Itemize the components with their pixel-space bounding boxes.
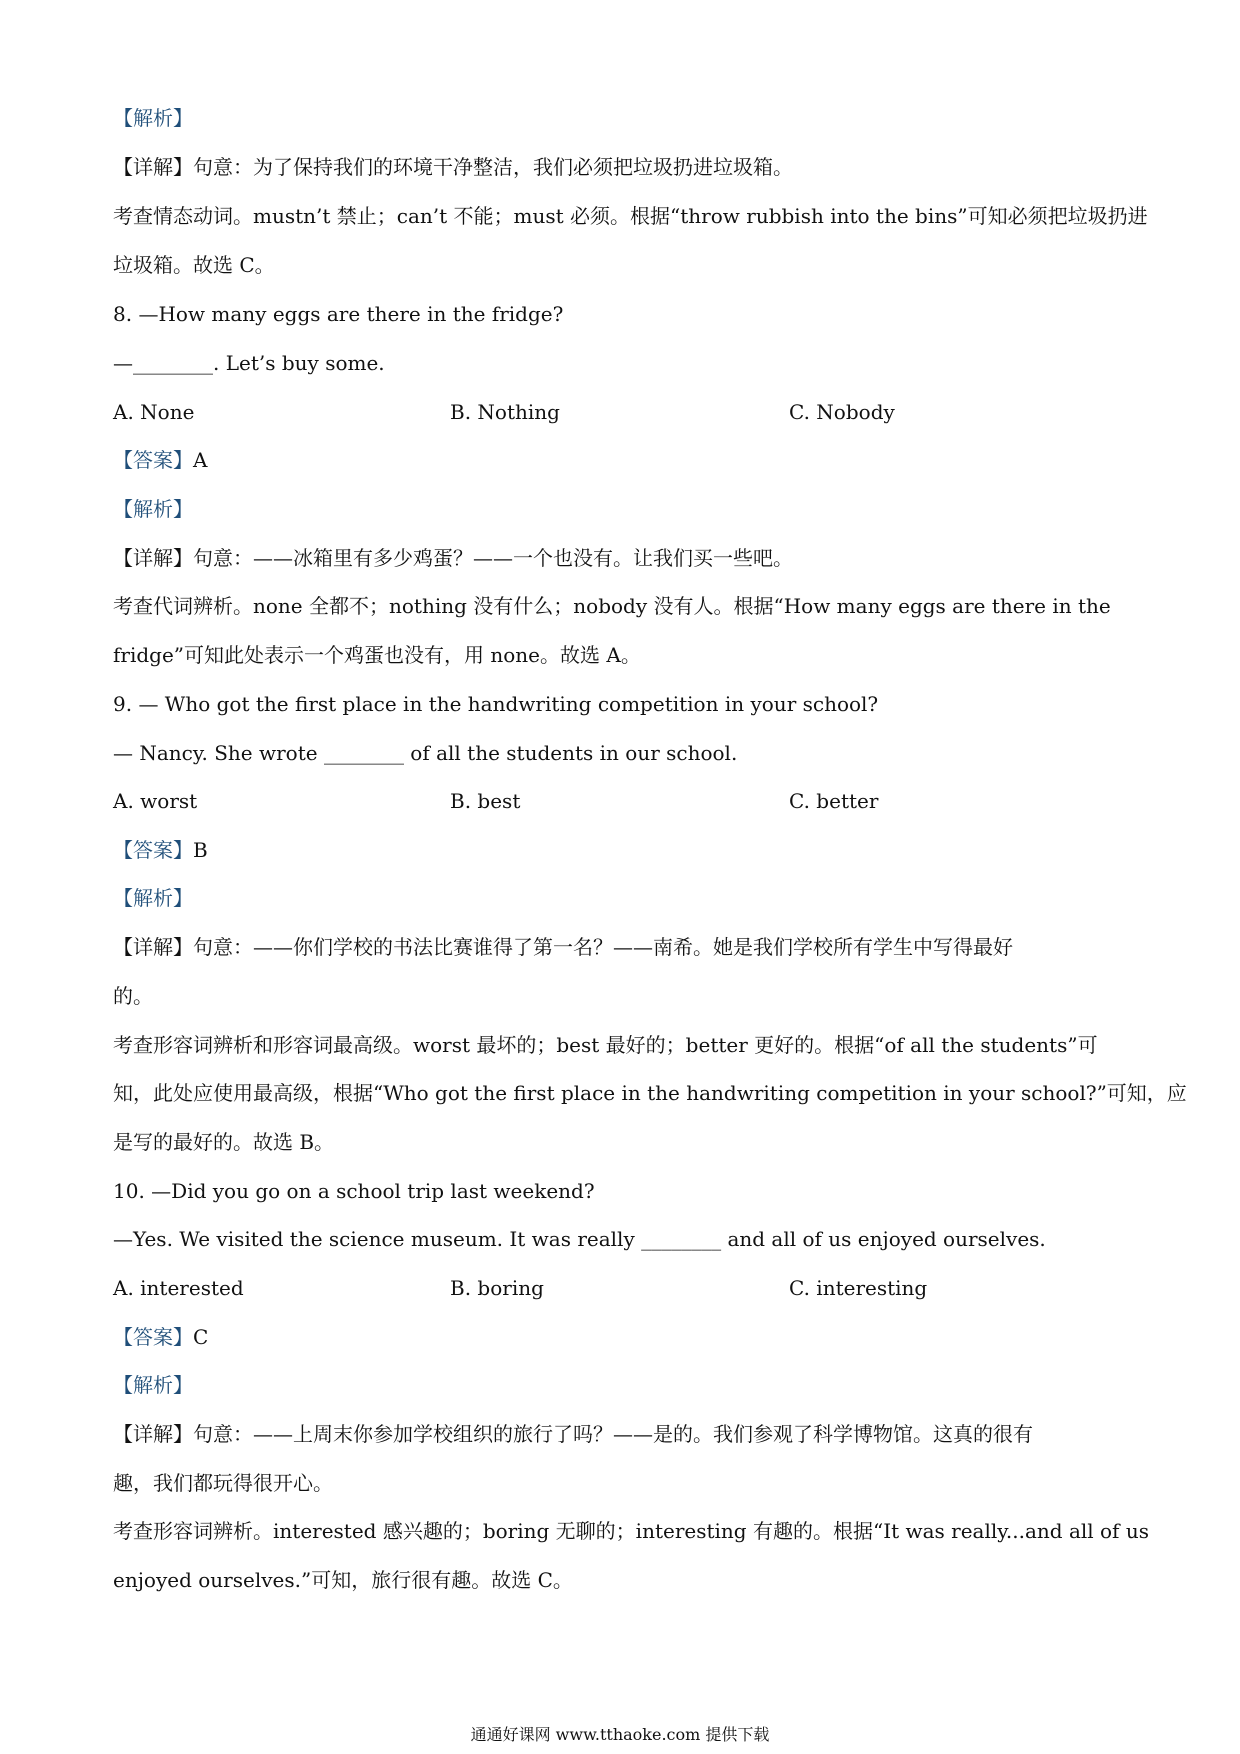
q10-question-line-2: —Yes. We visited the science museum. It was really ________ and all of us enjoyed ourselves. [113,1227,1046,1251]
analysis-label: 【解析】 [113,1373,193,1397]
analysis-label: 【解析】 [113,886,193,910]
q10-analysis-heading [113,1371,193,1399]
detail-text: 句意：为了保持我们的环境干净整洁，我们必须把垃圾扔进垃圾箱。 [193,155,793,179]
q10-explanation-line-1: 考查形容词辨析。interested 感兴趣的；boring 无聊的；interesting 有趣的。根据“It was really...and all of us [113,1519,1149,1543]
q10-explanation-line-2: enjoyed ourselves.”可知，旅行很有趣。故选 C。 [113,1568,573,1592]
answer-value: B [193,838,208,862]
answer-label: 【答案】 [113,1325,193,1349]
q9-option-b: B. best [450,789,521,813]
page-footer: 通通好课网 www.tthaoke.com 提供下载 [470,1725,770,1744]
q8-option-b: B. Nothing [450,400,560,424]
q7-detail [113,153,793,181]
q8-option-c: C. Nobody [789,400,895,424]
q9-answer [113,836,208,864]
q7-analysis-heading [113,104,193,132]
q10-answer [113,1323,208,1351]
q9-analysis-heading [113,884,193,912]
q8-option-a: A. None [113,400,195,424]
q9-option-a: A. worst [113,789,198,813]
q8-question-line-2: —________. Let’s buy some. [113,351,385,375]
detail-label: 【详解】 [113,155,193,179]
detail-label: 【详解】 [113,546,193,570]
q8-explanation-line-1: 考查代词辨析。none 全都不；nothing 没有什么；nobody 没有人。根据“How many eggs are there in the [113,594,1111,618]
q10-option-b: B. boring [450,1276,544,1300]
answer-value: A [193,448,208,472]
detail-text: 句意：——冰箱里有多少鸡蛋？——一个也没有。让我们买一些吧。 [193,546,793,570]
q9-detail-line-2: 的。 [113,984,153,1008]
answer-value: C [193,1325,209,1349]
answer-label: 【答案】 [113,838,193,862]
q9-option-c: C. better [789,789,879,813]
q9-question-line-1: 9. — Who got the first place in the handwriting competition in your school? [113,692,879,716]
detail-text: 句意：——上周末你参加学校组织的旅行了吗？——是的。我们参观了科学博物馆。这真的很有 [193,1422,1033,1446]
q8-analysis-heading [113,495,193,523]
q8-answer [113,446,207,474]
q9-detail [113,933,1013,961]
analysis-label: 【解析】 [113,497,193,521]
q7-explanation-line-2: 垃圾箱。故选 C。 [113,253,275,277]
q8-detail [113,544,793,572]
detail-text: 句意：——你们学校的书法比赛谁得了第一名？——南希。她是我们学校所有学生中写得最好 [193,935,1013,959]
q9-explanation-line-1: 考查形容词辨析和形容词最高级。worst 最坏的；best 最好的；better 更好的。根据“of all the students”可 [113,1033,1098,1057]
q10-detail [113,1420,1033,1448]
q9-explanation-line-3: 是写的最好的。故选 B。 [113,1130,335,1154]
answer-label: 【答案】 [113,448,193,472]
q10-option-a: A. interested [113,1276,244,1300]
q10-option-c: C. interesting [789,1276,928,1300]
q10-question-line-1: 10. —Did you go on a school trip last weekend? [113,1179,595,1203]
q7-explanation-line-1: 考查情态动词。mustn’t 禁止；can’t 不能；must 必须。根据“throw rubbish into the bins”可知必须把垃圾扔进 [113,204,1148,228]
detail-label: 【详解】 [113,935,193,959]
q8-explanation-line-2: fridge”可知此处表示一个鸡蛋也没有，用 none。故选 A。 [113,643,641,667]
q9-question-line-2: — Nancy. She wrote ________ of all the students in our school. [113,741,738,765]
q10-detail-line-2: 趣，我们都玩得很开心。 [113,1471,333,1495]
q8-question-line-1: 8. —How many eggs are there in the fridge? [113,302,564,326]
analysis-label: 【解析】 [113,106,193,130]
detail-label: 【详解】 [113,1422,193,1446]
q9-explanation-line-2: 知，此处应使用最高级，根据“Who got the first place in the handwriting competition in your school?”可知，应 [113,1081,1187,1105]
